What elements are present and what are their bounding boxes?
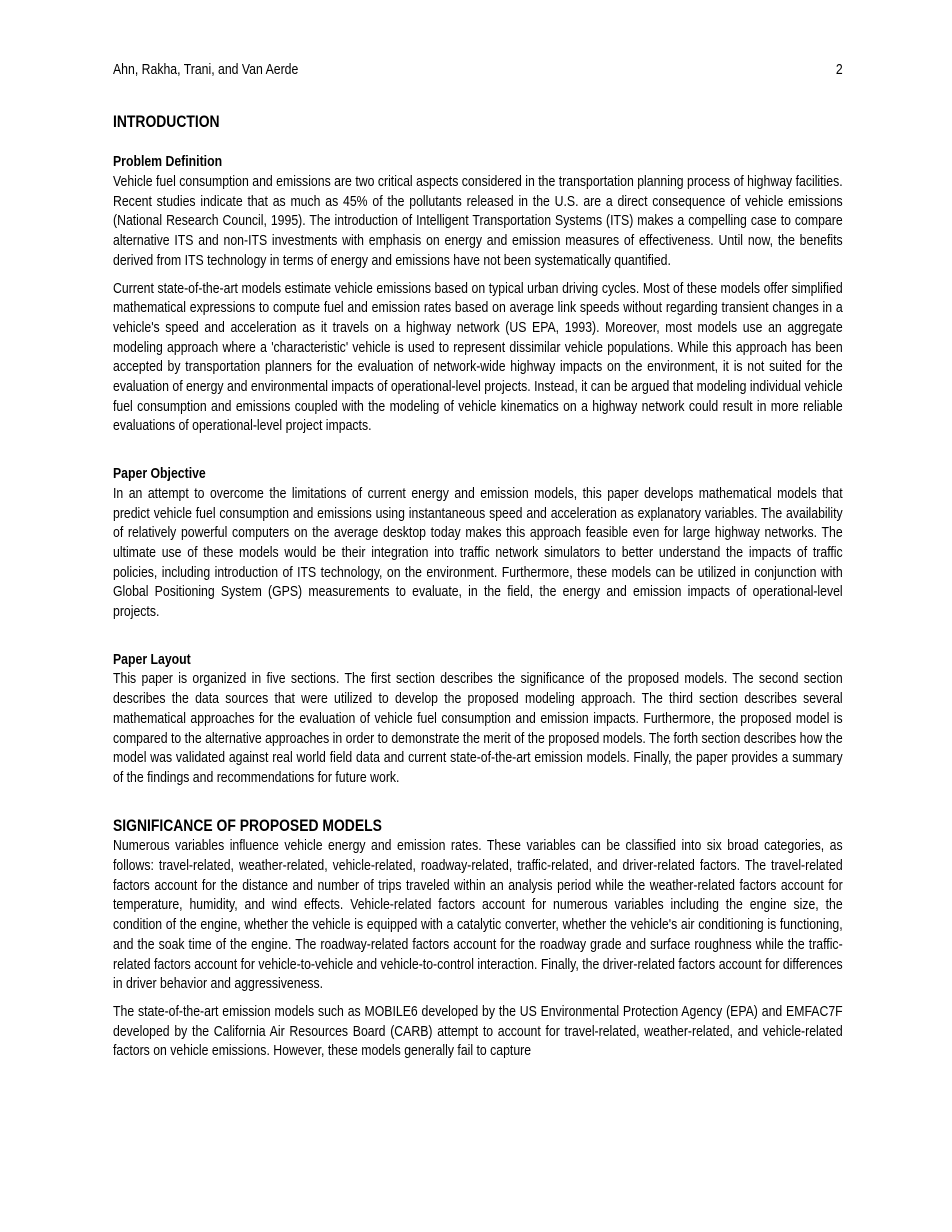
page-content (113, 60, 843, 1069)
subsection-title-problem-definition: Problem Definition (113, 153, 223, 171)
section-title-introduction: INTRODUCTION (113, 111, 220, 131)
paragraph-problem-definition-1: Vehicle fuel consumption and emissions are two critical aspects considered in the transportation planning process of highway facilities. Recent studies indicate that as much as 45% of the pollutants released in the U.S. are a direct consequence of vehicle emissions (National Research Council, 1995). The introduction of Intelligent Transportation Systems (ITS) makes a compelling case to compare alternative ITS and non-ITS investments with emphasis on energy and emission measures of effectiveness. Until now, the benefits derived from ITS technology in terms of energy and emissions have not been systematically quantified. (113, 173, 843, 269)
subsection-title-paper-objective: Paper Objective (113, 465, 206, 483)
running-head-authors: Ahn, Rakha, Trani, and Van Aerde (113, 61, 299, 78)
paragraph-paper-layout-1: This paper is organized in five sections. The first section describes the significance of the proposed models. The second section describes the data sources that were utilized to develop the proposed modeling approach. The third section describes several mathematical approaches for the evaluation of vehicle fuel consumption and emission impacts. Furthermore, the proposed model is compared to the alternative approaches in order to demonstrate the merit of the proposed models. The forth section describes how the model was validated against real world field data and current state-of-the-art emission models. Finally, the paper provides a summary of the findings and recommendations for future work. (113, 670, 843, 786)
page-number: 2 (835, 61, 843, 78)
running-header (113, 60, 843, 80)
paragraph-problem-definition-2: Current state-of-the-art models estimate vehicle emissions based on typical urban driving cycles. Most of these models offer simplified mathematical expressions to compute fuel and emission rates based on average link speeds without regarding transient changes in a vehicle's speed and acceleration as it travels on a highway network (US EPA, 1993). Moreover, most models use an aggregate modeling approach where a 'characteristic' vehicle is used to represent dissimilar vehicle populations. While this approach has been accepted by transportation planners for the evaluation of network-wide highway impacts on the environment, it is not suited for the evaluation of energy and environmental impacts of operational-level projects. Instead, it can be argued that modeling individual vehicle fuel consumption and emissions coupled with the modeling of vehicle kinematics on a highway network could result in more reliable evaluations of operational-level project impacts. (113, 279, 843, 435)
section-title-significance: SIGNIFICANCE OF PROPOSED MODELS (113, 815, 382, 835)
subsection-title-paper-layout: Paper Layout (113, 650, 191, 668)
paragraph-paper-objective-1: In an attempt to overcome the limitations of current energy and emission models, this paper develops mathematical models that predict vehicle fuel consumption and emissions using instantaneous speed and acceleration as explanatory variables. The availability of relatively powerful computers on the average desktop today makes this approach feasible even for large highway networks. The ultimate use of these models would be their integration into traffic network simulators to better understand the impacts of traffic policies, including introduction of ITS technology, on the environment. Furthermore, these models can be utilized in conjunction with Global Positioning System (GPS) measurements to evaluate, in the field, the energy and emission impacts of operational-level projects. (113, 484, 843, 621)
paragraph-significance-1: Numerous variables influence vehicle energy and emission rates. These variables can be classified into six broad categories, as follows: travel-related, weather-related, vehicle-related, roadway-related, traffic-related, and driver-related factors. The travel-related factors account for the distance and number of trips traveled within an analysis period while the weather-related factors account for temperature, humidity, and wind effects. Vehicle-related factors account for numerous variables including the engine size, the condition of the engine, whether the vehicle is equipped with a catalytic converter, whether the vehicle's air conditioning is functioning, and the soak time of the engine. The roadway-related factors account for the roadway grade and surface roughness while the traffic-related factors account for vehicle-to-vehicle and vehicle-to-control interaction. Finally, the driver-related factors account for differences in driver behavior and aggressiveness. (113, 837, 843, 993)
paragraph-significance-2: The state-of-the-art emission models such as MOBILE6 developed by the US Environmental Protection Agency (EPA) and EMFAC7F developed by the California Air Resources Board (CARB) attempt to account for travel-related, weather-related, and vehicle-related factors on vehicle emissions. However, these models generally fail to capture (113, 1002, 843, 1060)
